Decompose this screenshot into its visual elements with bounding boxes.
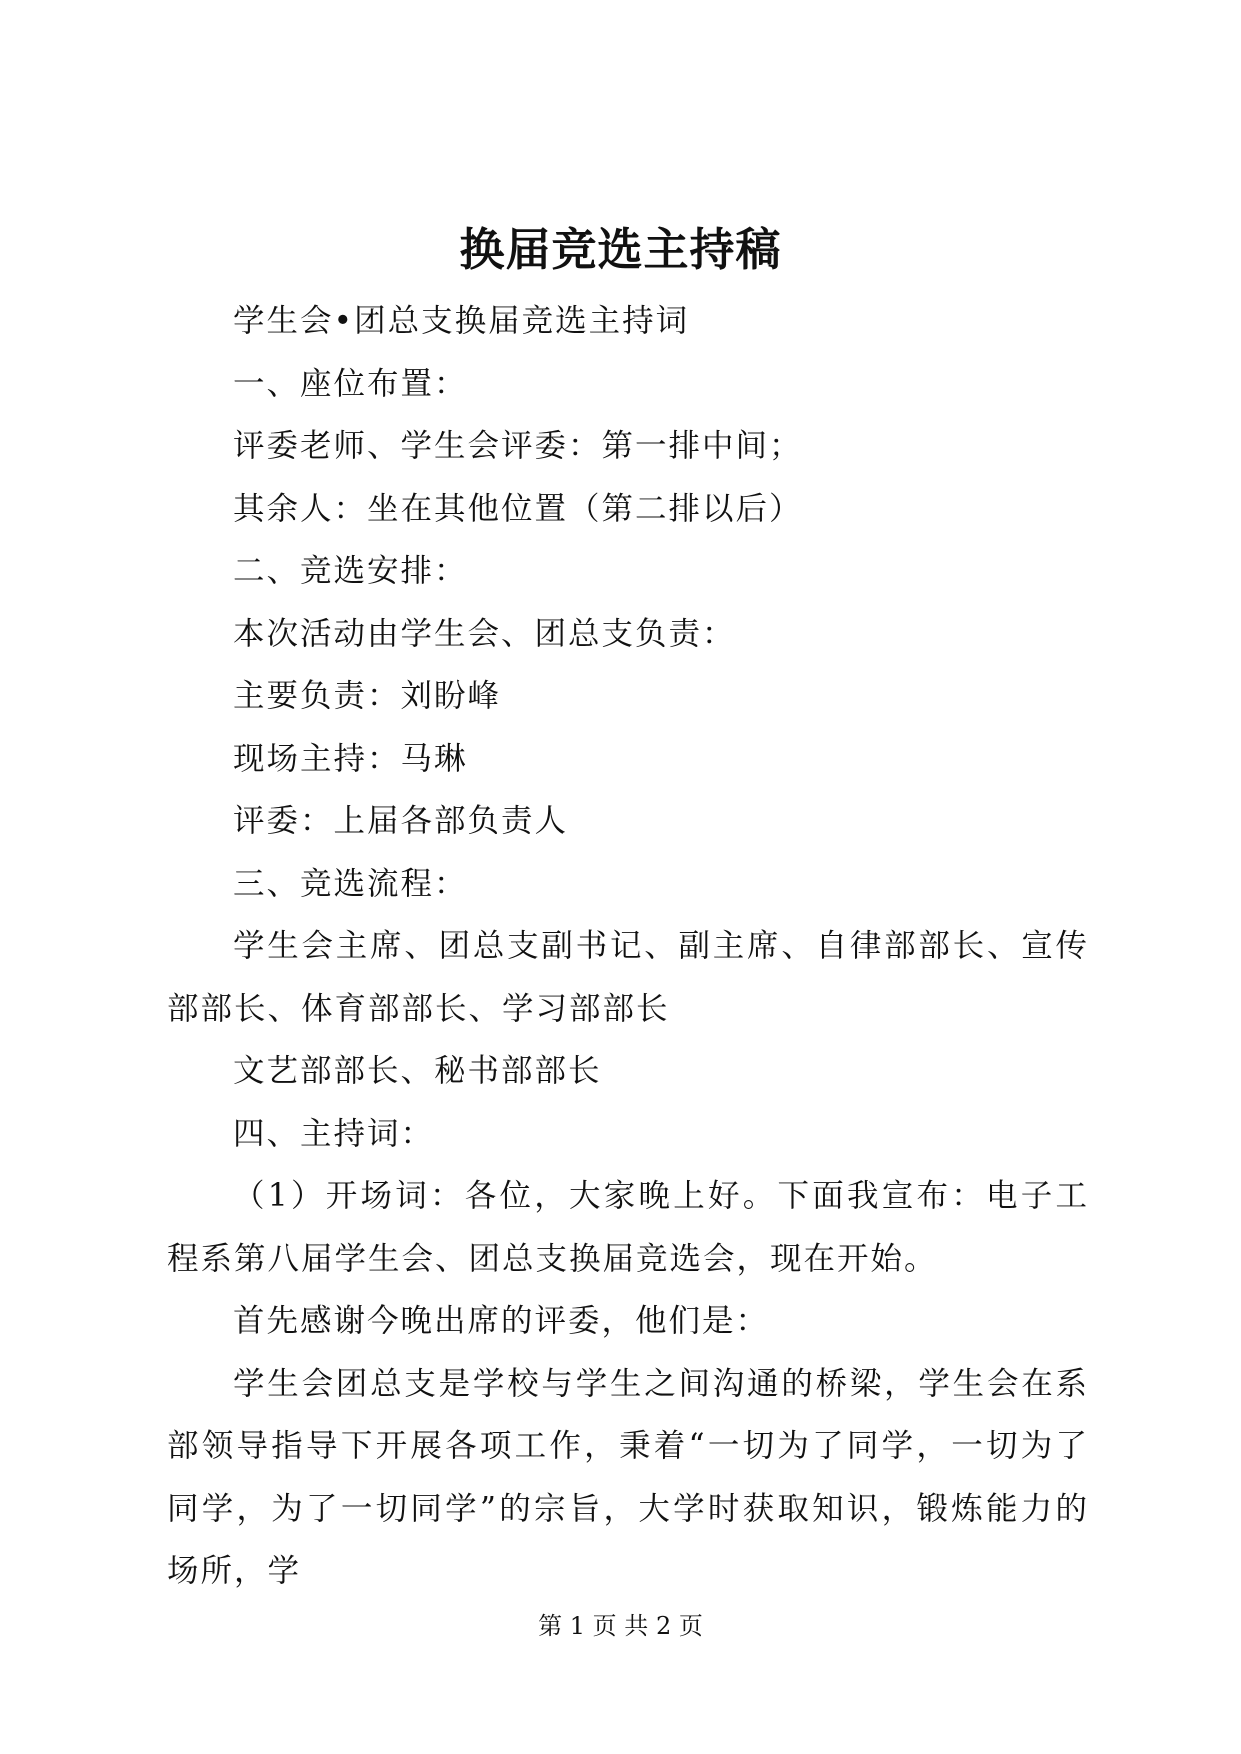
paragraph: 学生会•团总支换届竞选主持词	[233, 303, 690, 339]
paragraph: （1）开场词：各位，大家晚上好。下面我宣布：电子工程系第八届学生会、团总支换届竞选会，现在开始。	[167, 1178, 1089, 1277]
paragraph: 四、主持词：	[233, 1115, 435, 1152]
paragraph: 一、座位布置：	[233, 365, 468, 402]
document-title: 换届竞选主持稿	[459, 223, 782, 276]
paragraph: 二、竞选安排：	[233, 553, 468, 589]
paragraph: 学生会主席、团总支副书记、副主席、自律部部长、宣传部部长、体育部部长、学习部部长	[167, 928, 1089, 1027]
paragraph: 主要负责：刘盼峰	[233, 678, 502, 714]
paragraph: 首先感谢今晚出席的评委，他们是：	[233, 1303, 770, 1339]
paragraph: 三、竞选流程：	[233, 865, 468, 902]
paragraph: 现场主持：马琳	[233, 740, 468, 777]
page-number-label: 第 1 页 共 2 页	[538, 1612, 703, 1640]
page-footer	[0, 1610, 1241, 1642]
paragraph: 本次活动由学生会、团总支负责：	[233, 615, 736, 652]
paragraph: 评委：上届各部负责人	[233, 803, 569, 839]
paragraph: 其余人：坐在其他位置（第二排以后）	[233, 490, 803, 527]
paragraph: 学生会团总支是学校与学生之间沟通的桥梁，学生会在系部领导指导下开展各项工作，秉着“一切为了同学，一切为了同学，为了一切同学”的宗旨，大学时获取知识，锻炼能力的场所，学	[167, 1365, 1089, 1589]
paragraph: 文艺部部长、秘书部部长	[233, 1053, 602, 1089]
document-body	[167, 290, 1089, 1603]
paragraph: 评委老师、学生会评委：第一排中间；	[233, 428, 803, 464]
